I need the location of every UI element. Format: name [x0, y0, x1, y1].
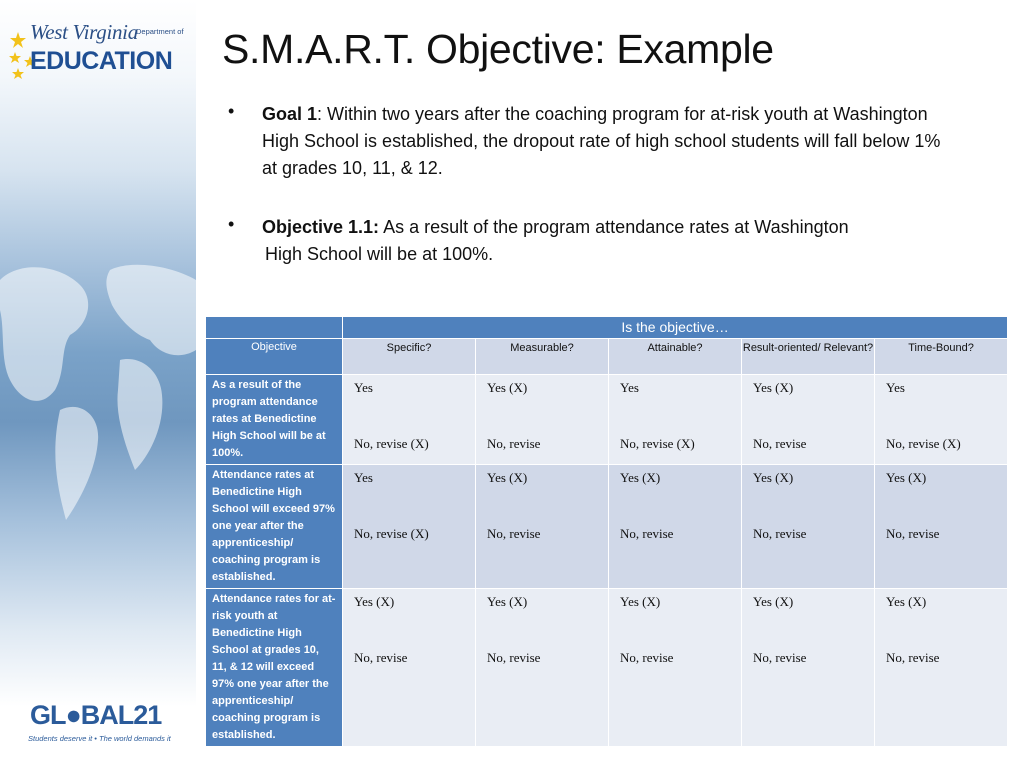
- table-cell: [609, 375, 742, 465]
- table-row: [206, 465, 1008, 589]
- global21-tagline: Students deserve it • The world demands it: [28, 734, 171, 743]
- banner-blank-cell: [206, 317, 343, 339]
- no-option: No, revise: [354, 650, 408, 665]
- yes-option: Yes: [354, 470, 373, 485]
- column-header-specific: Specific?: [343, 339, 476, 375]
- goal-label: Goal 1: [262, 104, 318, 124]
- row-objective: Attendance rates for at-risk youth at Benedictine High School at grades 10, 11, & 12 will exceed 97% one year after the apprenticeship/ coaching program is established.: [206, 589, 343, 747]
- no-option: No, revise: [886, 650, 940, 665]
- column-header-time-bound: Time-Bound?: [875, 339, 1008, 375]
- no-option: No, revise: [487, 650, 541, 665]
- no-option: No, revise (X): [354, 526, 429, 541]
- yes-option: Yes (X): [487, 470, 528, 485]
- yes-option: Yes (X): [620, 470, 661, 485]
- yes-option: Yes (X): [886, 470, 927, 485]
- row-objective: As a result of the program attendance rates at Benedictine High School will be at 100%.: [206, 375, 343, 465]
- slide-title: S.M.A.R.T. Objective: Example: [222, 26, 774, 72]
- table-row: [206, 589, 1008, 747]
- table-cell: [609, 465, 742, 589]
- yes-option: Yes (X): [620, 594, 661, 609]
- smart-evaluation-table: [205, 316, 1008, 747]
- table-cell: [343, 589, 476, 747]
- table-cell: [742, 589, 875, 747]
- yes-option: Yes: [886, 380, 905, 395]
- no-option: No, revise: [886, 526, 940, 541]
- table-cell: [609, 589, 742, 747]
- objective-text-line2: High School will be at 100%.: [265, 244, 494, 264]
- wv-logo-dept: Department of: [136, 27, 184, 36]
- table-cell: [875, 375, 1008, 465]
- yes-option: Yes (X): [487, 380, 528, 395]
- objective-paragraph: [262, 214, 952, 268]
- bullet-icon: •: [228, 101, 235, 121]
- goal-paragraph: [262, 101, 952, 182]
- table-cell: [343, 375, 476, 465]
- yes-option: Yes (X): [753, 470, 794, 485]
- table-cell: [742, 375, 875, 465]
- no-option: No, revise: [620, 526, 674, 541]
- goal-text: : Within two years after the coaching program for at-risk youth at Washington High School is established, the dropout rate of high school students will fall below 1% at grades 10, 11, & 12.: [262, 104, 941, 178]
- yes-option: Yes (X): [487, 594, 528, 609]
- table-banner-row: [206, 317, 1008, 339]
- no-option: No, revise (X): [354, 436, 429, 451]
- wv-logo-script: West Virginia: [30, 20, 138, 44]
- no-option: No, revise: [487, 526, 541, 541]
- table-cell: [476, 375, 609, 465]
- table-cell: [476, 589, 609, 747]
- table-cell: [476, 465, 609, 589]
- global21-wordmark: GL●BAL21: [30, 700, 162, 730]
- column-header-relevant: Result-oriented/ Relevant?: [742, 339, 875, 375]
- no-option: No, revise: [487, 436, 541, 451]
- table-cell: [742, 465, 875, 589]
- no-option: No, revise: [753, 526, 807, 541]
- table-row: [206, 375, 1008, 465]
- bullet-icon: •: [228, 214, 235, 234]
- no-option: No, revise (X): [620, 436, 695, 451]
- yes-option: Yes: [354, 380, 373, 395]
- yes-option: Yes (X): [753, 380, 794, 395]
- world-map-graphic: [0, 240, 196, 540]
- column-header-measurable: Measurable?: [476, 339, 609, 375]
- yes-option: Yes (X): [354, 594, 395, 609]
- global21-logo: [26, 700, 176, 748]
- yes-option: Yes: [620, 380, 639, 395]
- yes-option: Yes (X): [753, 594, 794, 609]
- no-option: No, revise: [753, 650, 807, 665]
- no-option: No, revise: [753, 436, 807, 451]
- column-header-objective: Objective: [206, 339, 343, 375]
- table-cell: [343, 465, 476, 589]
- column-header-attainable: Attainable?: [609, 339, 742, 375]
- banner-cell: Is the objective…: [343, 317, 1008, 339]
- sidebar-decoration: [0, 0, 196, 768]
- table-header-row: [206, 339, 1008, 375]
- no-option: No, revise (X): [886, 436, 961, 451]
- wv-logo-education: EDUCATION: [30, 47, 173, 75]
- yes-option: Yes (X): [886, 594, 927, 609]
- table-cell: [875, 465, 1008, 589]
- objective-text: As a result of the program attendance rates at Washington: [379, 217, 849, 237]
- row-objective: Attendance rates at Benedictine High School will exceed 97% one year after the apprenticeship/ coaching program is established.: [206, 465, 343, 589]
- no-option: No, revise: [620, 650, 674, 665]
- objective-label: Objective 1.1:: [262, 217, 380, 237]
- table-cell: [875, 589, 1008, 747]
